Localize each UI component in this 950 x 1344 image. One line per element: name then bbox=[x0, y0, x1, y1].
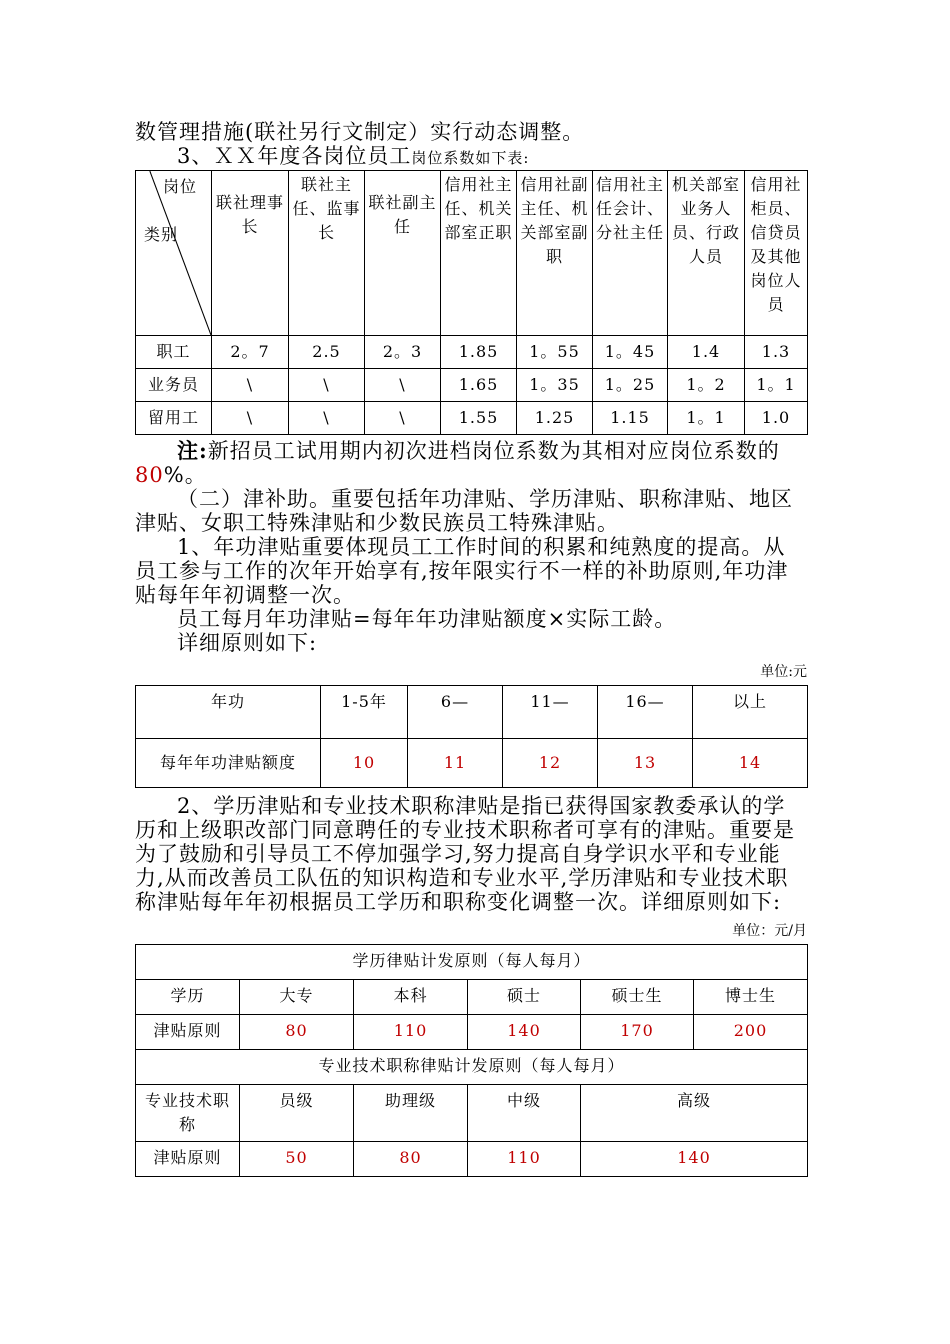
table-header: 大专 bbox=[240, 980, 354, 1015]
table-header: 年功 bbox=[136, 686, 321, 739]
row-label: 津贴原则 bbox=[136, 1142, 240, 1177]
table-cell: 1。1 bbox=[745, 369, 808, 402]
header-cell: 联社主任、监事长 bbox=[289, 171, 365, 336]
intro-line1: 数管理措施(联社另行文制定）实行动态调整。 bbox=[135, 120, 585, 144]
table-cell: 1。45 bbox=[593, 336, 668, 369]
table-cell: \ bbox=[365, 369, 441, 402]
table-header: 硕士 bbox=[468, 980, 581, 1015]
row-label: 学历 bbox=[136, 980, 240, 1015]
table-cell: 1。1 bbox=[668, 402, 745, 435]
table-cell: 1.4 bbox=[668, 336, 745, 369]
table-header: 本科 bbox=[354, 980, 468, 1015]
table-row bbox=[136, 1015, 808, 1050]
table-cell: 2。3 bbox=[365, 336, 441, 369]
row-label: 职工 bbox=[136, 336, 212, 369]
table-header: 6— bbox=[408, 686, 503, 739]
table-cell: \ bbox=[289, 369, 365, 402]
header-cell: 联社理事长 bbox=[212, 171, 289, 336]
table-row bbox=[136, 739, 808, 788]
table-cell: 80 bbox=[240, 1015, 354, 1050]
table-header: 1-5年 bbox=[321, 686, 408, 739]
table-cell: 10 bbox=[321, 739, 408, 788]
position-coefficient-table bbox=[135, 170, 808, 435]
note-suffix: %。 bbox=[163, 463, 207, 487]
intro-line2-big: 3、ＸＸ年度各岗位员工 bbox=[177, 144, 412, 168]
table-cell: 170 bbox=[581, 1015, 694, 1050]
row-label: 每年年功津贴额度 bbox=[136, 739, 321, 788]
corner-cell bbox=[136, 171, 212, 336]
table-header: 高级 bbox=[581, 1085, 808, 1142]
seniority-table bbox=[135, 685, 808, 788]
intro-line2-small: 岗位系数如下表: bbox=[411, 149, 530, 167]
table-row bbox=[136, 1085, 808, 1142]
intro-line2 bbox=[135, 144, 807, 170]
corner-top-label: 岗位 bbox=[162, 177, 197, 196]
header-cell: 信用社副主任、机关部室副职 bbox=[517, 171, 593, 336]
allowance-table bbox=[135, 944, 808, 1177]
table-cell: 200 bbox=[694, 1015, 808, 1050]
table-row bbox=[136, 980, 808, 1015]
row-label: 专业技术职称 bbox=[136, 1085, 240, 1142]
allowance-paragraph: （二）津补助。重要包括年功津贴、学历津贴、职称津贴、地区津贴、女职工特殊津贴和少数民族员工特殊津贴。 bbox=[135, 487, 793, 535]
table-header: 中级 bbox=[468, 1085, 581, 1142]
table-header: 16— bbox=[598, 686, 693, 739]
table-cell: \ bbox=[212, 369, 289, 402]
table-cell: 110 bbox=[468, 1142, 581, 1177]
table-cell: 1.0 bbox=[745, 402, 808, 435]
table-row bbox=[136, 1142, 808, 1177]
table-cell: 1。2 bbox=[668, 369, 745, 402]
header-cell: 信用社柜员、信贷员及其他岗位人员 bbox=[745, 171, 808, 336]
table-row bbox=[136, 402, 808, 435]
tech-table-title: 专业技术职称律贴计发原则（每人每月） bbox=[136, 1050, 808, 1085]
table-cell: 1.15 bbox=[593, 402, 668, 435]
table-header: 11— bbox=[503, 686, 598, 739]
table-cell: 1.85 bbox=[441, 336, 517, 369]
formula-paragraph: 员工每月年功津贴=每年年功津贴额度×实际工龄。 bbox=[177, 607, 677, 631]
table-cell: 50 bbox=[240, 1142, 354, 1177]
seniority-unit: 单位:元 bbox=[760, 664, 807, 680]
table-cell: 1。25 bbox=[593, 369, 668, 402]
note-label: 注: bbox=[177, 438, 208, 463]
note-text: 新招员工试用期内初次进档岗位系数为其相对应岗位系数的 bbox=[207, 439, 780, 463]
table-cell: 14 bbox=[693, 739, 808, 788]
table-header: 硕士生 bbox=[581, 980, 694, 1015]
table-cell: 1.3 bbox=[745, 336, 808, 369]
table-cell: 80 bbox=[354, 1142, 468, 1177]
document-page bbox=[135, 120, 807, 1177]
table-row bbox=[136, 369, 808, 402]
table-cell: 140 bbox=[468, 1015, 581, 1050]
seniority-paragraph: 1、年功津贴重要体现员工工作时间的积累和纯熟度的提高。从员工参与工作的次年开始享有,按年限实行不一样的补助原则,年功津贴每年年初调整一次。 bbox=[135, 535, 789, 607]
row-label: 津贴原则 bbox=[136, 1015, 240, 1050]
corner-bottom-label: 类别 bbox=[144, 225, 179, 244]
table-cell: 1。55 bbox=[517, 336, 593, 369]
table-cell: 1.25 bbox=[517, 402, 593, 435]
table-cell: 13 bbox=[598, 739, 693, 788]
table-row bbox=[136, 336, 808, 369]
header-cell: 机关部室业务人员、行政人员 bbox=[668, 171, 745, 336]
table-cell: 2.5 bbox=[289, 336, 365, 369]
row-label: 留用工 bbox=[136, 402, 212, 435]
header-cell: 联社副主任 bbox=[365, 171, 441, 336]
table-cell: 12 bbox=[503, 739, 598, 788]
table-cell: 1.55 bbox=[441, 402, 517, 435]
details-paragraph: 详细原则如下: bbox=[177, 631, 318, 655]
note-paragraph bbox=[135, 439, 807, 487]
table-cell: 1。35 bbox=[517, 369, 593, 402]
table-row bbox=[136, 686, 808, 739]
education-table-title: 学历律贴计发原则（每人每月） bbox=[136, 945, 808, 980]
table-cell: \ bbox=[289, 402, 365, 435]
table-header: 以上 bbox=[693, 686, 808, 739]
table-cell: 110 bbox=[354, 1015, 468, 1050]
table-header: 员级 bbox=[240, 1085, 354, 1142]
education-paragraph: 2、学历津贴和专业技术职称津贴是指已获得国家教委承认的学历和上级职改部门同意聘任的专业技术职称者可享有的津贴。重要是为了鼓励和引导员工不停加强学习,努力提高自身学识水平和专业能力,从而改善员工队伍的知识构造和专业水平,学历津贴和专业技术职称津贴每年年初根据员工学历和职称变化调整一次。详细原则如下: bbox=[135, 794, 795, 914]
table-cell: 140 bbox=[581, 1142, 808, 1177]
table-cell: 2。7 bbox=[212, 336, 289, 369]
table-header: 助理级 bbox=[354, 1085, 468, 1142]
note-percent: 80 bbox=[135, 463, 164, 487]
allowance-unit: 单位：元/月 bbox=[732, 923, 807, 939]
table-header: 博士生 bbox=[694, 980, 808, 1015]
header-cell: 信用社主任、机关部室正职 bbox=[441, 171, 517, 336]
table-cell: 1.65 bbox=[441, 369, 517, 402]
row-label: 业务员 bbox=[136, 369, 212, 402]
header-cell: 信用社主任会计、分社主任 bbox=[593, 171, 668, 336]
table-cell: 11 bbox=[408, 739, 503, 788]
table-cell: \ bbox=[212, 402, 289, 435]
table-cell: \ bbox=[365, 402, 441, 435]
